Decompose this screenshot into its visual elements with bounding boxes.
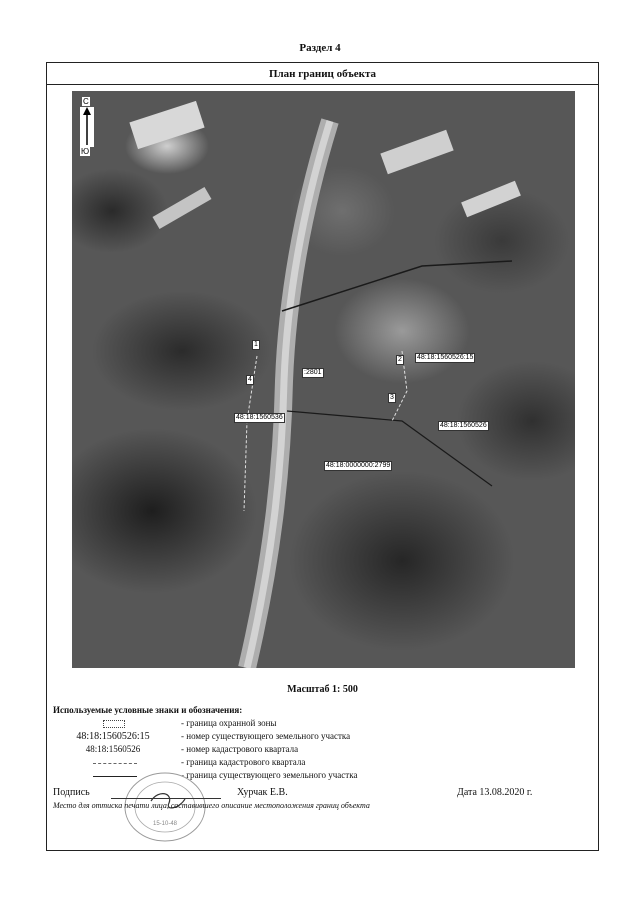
signature-label: Подпись: [53, 787, 90, 798]
legend-symbol-quarter-number: 48:18:1560526: [85, 744, 141, 754]
map-label-quarter-1560526: 48:18:1560526: [440, 422, 487, 429]
map-label-point-1: 1: [254, 341, 258, 348]
legend-title: Используемые условные знаки и обозначения:: [53, 705, 243, 715]
legend-text: - номер существующего земельного участка: [181, 731, 351, 741]
plan-title: План границ объекта: [47, 63, 598, 85]
building-1: [129, 101, 204, 149]
legend-text: - граница кадастрового квартала: [181, 757, 306, 767]
signer-name: Хурчак Е.В.: [237, 787, 288, 798]
building-2: [380, 130, 453, 175]
boundary-line-1: [282, 261, 512, 311]
legend-item-quarter-number: [53, 744, 593, 756]
map-label-quarter-1560536: 48:18:1560536: [236, 414, 283, 421]
signature-line: [111, 798, 221, 799]
compass: [78, 97, 98, 161]
legend-text: - граница охранной зоны: [181, 718, 277, 728]
legend-symbol-protection-zone: [53, 718, 173, 730]
building-3: [461, 181, 521, 218]
legend-item-protection-zone: [53, 718, 593, 730]
building-4: [153, 187, 212, 229]
north-arrow-icon: [80, 107, 94, 147]
stamp-place-note: Место для оттиска печати лица, составившего описание местоположения границ объекта: [53, 801, 370, 810]
compass-south: Ю: [81, 147, 90, 156]
document-frame: [46, 62, 599, 851]
map-label-point-4: 4: [248, 376, 252, 383]
map-label-point-2801: :2801: [304, 369, 322, 376]
map-label-parcel-15: 48:18:1560526:15: [417, 354, 474, 361]
map-scale: Масштаб 1: 500: [287, 684, 358, 695]
map-label-parcel-2799: 48:18:0000000:2799: [326, 462, 391, 469]
map-label-point-3: 3: [390, 394, 394, 401]
map-overlay: [72, 91, 575, 668]
map-label-point-2: 2: [398, 356, 402, 363]
legend-symbol-quarter-boundary: [53, 757, 173, 769]
legend-text: - граница существующего земельного участка: [181, 770, 358, 780]
legend-symbol-parcel-number: 48:18:1560526:15: [76, 731, 150, 742]
stamp-text: 15-10-48: [152, 821, 178, 827]
aerial-map: [72, 91, 575, 668]
road-main: [247, 121, 330, 668]
legend-item-quarter-boundary: [53, 757, 593, 769]
compass-north: С: [83, 97, 89, 106]
document-date: Дата 13.08.2020 г.: [457, 787, 533, 798]
section-title: Раздел 4: [299, 42, 341, 54]
legend-item-parcel-number: [53, 731, 593, 743]
legend-text: - номер кадастрового квартала: [181, 744, 299, 754]
